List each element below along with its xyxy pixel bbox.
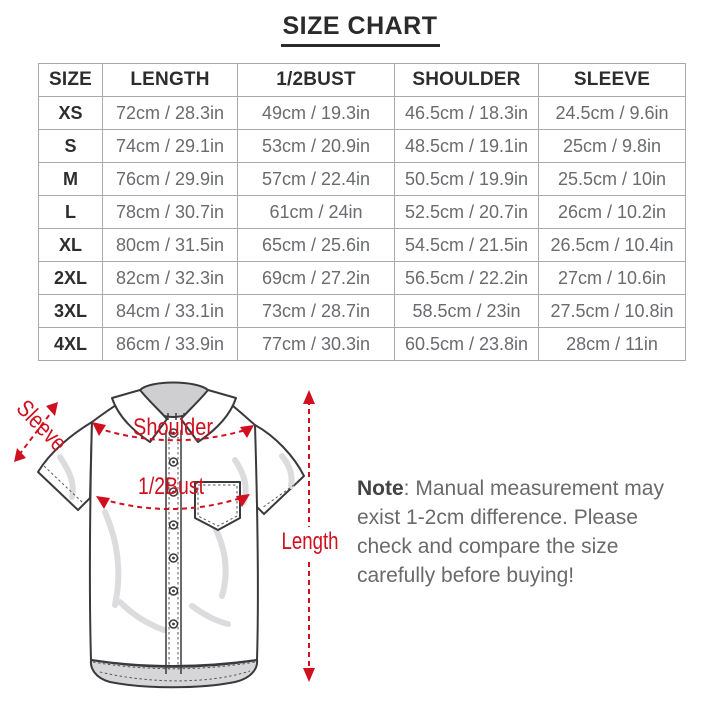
table-row xyxy=(39,163,686,196)
measurement-cell: 65cm / 25.6in xyxy=(238,229,395,262)
table-row xyxy=(39,229,686,262)
header-bust: 1/2BUST xyxy=(238,64,395,97)
table-row xyxy=(39,262,686,295)
measurement-cell: 25cm / 9.8in xyxy=(539,130,686,163)
shoulder-label: Shoulder xyxy=(133,414,213,441)
measurement-cell: 86cm / 33.9in xyxy=(103,328,238,361)
measurement-cell: 56.5cm / 22.2in xyxy=(395,262,539,295)
measurement-cell: 82cm / 32.3in xyxy=(103,262,238,295)
measurement-cell: 26cm / 10.2in xyxy=(539,196,686,229)
measurement-cell: 26.5cm / 10.4in xyxy=(539,229,686,262)
measurement-cell: 74cm / 29.1in xyxy=(103,130,238,163)
measurement-cell: 80cm / 31.5in xyxy=(103,229,238,262)
bust-label: 1/2Bust xyxy=(138,473,205,500)
measurement-cell: 60.5cm / 23.8in xyxy=(395,328,539,361)
measurement-cell: 24.5cm / 9.6in xyxy=(539,97,686,130)
table-row xyxy=(39,328,686,361)
measurement-cell: 84cm / 33.1in xyxy=(103,295,238,328)
header-sleeve: SLEEVE xyxy=(539,64,686,97)
measurement-cell: 72cm / 28.3in xyxy=(103,97,238,130)
page-title: SIZE CHART xyxy=(281,12,440,47)
measurement-cell: 53cm / 20.9in xyxy=(238,130,395,163)
note-line-2: exist 1-2cm difference. Please xyxy=(357,506,638,529)
measurement-cell: 28cm / 11in xyxy=(539,328,686,361)
sleeve-label: Sleeve xyxy=(10,394,82,467)
measurement-cell: 54.5cm / 21.5in xyxy=(395,229,539,262)
size-cell: S xyxy=(39,130,103,163)
shirt-diagram xyxy=(0,372,350,720)
size-cell: 3XL xyxy=(39,295,103,328)
measurement-cell: 69cm / 27.2in xyxy=(238,262,395,295)
size-table-body xyxy=(39,97,686,361)
note-line-1-text: : Manual measurement may xyxy=(403,477,664,500)
header-length: LENGTH xyxy=(103,64,238,97)
table-row xyxy=(39,97,686,130)
measurement-cell: 50.5cm / 19.9in xyxy=(395,163,539,196)
measurement-cell: 77cm / 30.3in xyxy=(238,328,395,361)
measurement-cell: 73cm / 28.7in xyxy=(238,295,395,328)
size-table-head xyxy=(39,64,686,97)
table-row xyxy=(39,295,686,328)
size-cell: M xyxy=(39,163,103,196)
header-size: SIZE xyxy=(39,64,103,97)
measurement-cell: 57cm / 22.4in xyxy=(238,163,395,196)
measurement-cell: 46.5cm / 18.3in xyxy=(395,97,539,130)
measurement-cell: 58.5cm / 23in xyxy=(395,295,539,328)
measurement-cell: 49cm / 19.3in xyxy=(238,97,395,130)
size-cell: L xyxy=(39,196,103,229)
table-row xyxy=(39,130,686,163)
measurement-cell: 25.5cm / 10in xyxy=(539,163,686,196)
size-cell: XS xyxy=(39,97,103,130)
measurement-cell: 61cm / 24in xyxy=(238,196,395,229)
page-title-wrap xyxy=(0,12,720,47)
size-cell: XL xyxy=(39,229,103,262)
measurement-cell: 48.5cm / 19.1in xyxy=(395,130,539,163)
header-shoulder: SHOULDER xyxy=(395,64,539,97)
length-label: Length xyxy=(281,528,339,555)
size-cell: 2XL xyxy=(39,262,103,295)
header-row xyxy=(39,64,686,97)
size-cell: 4XL xyxy=(39,328,103,361)
size-table xyxy=(38,63,686,361)
note-line-3: check and compare the size xyxy=(357,535,619,558)
note-line-4: carefully before buying! xyxy=(357,564,575,587)
table-row xyxy=(39,196,686,229)
note-label: Note xyxy=(357,477,404,500)
measurement-note xyxy=(357,474,687,590)
measurement-cell: 76cm / 29.9in xyxy=(103,163,238,196)
measurement-cell: 27cm / 10.6in xyxy=(539,262,686,295)
measurement-cell: 78cm / 30.7in xyxy=(103,196,238,229)
measurement-cell: 52.5cm / 20.7in xyxy=(395,196,539,229)
measurement-cell: 27.5cm / 10.8in xyxy=(539,295,686,328)
note-line-1 xyxy=(357,474,687,503)
